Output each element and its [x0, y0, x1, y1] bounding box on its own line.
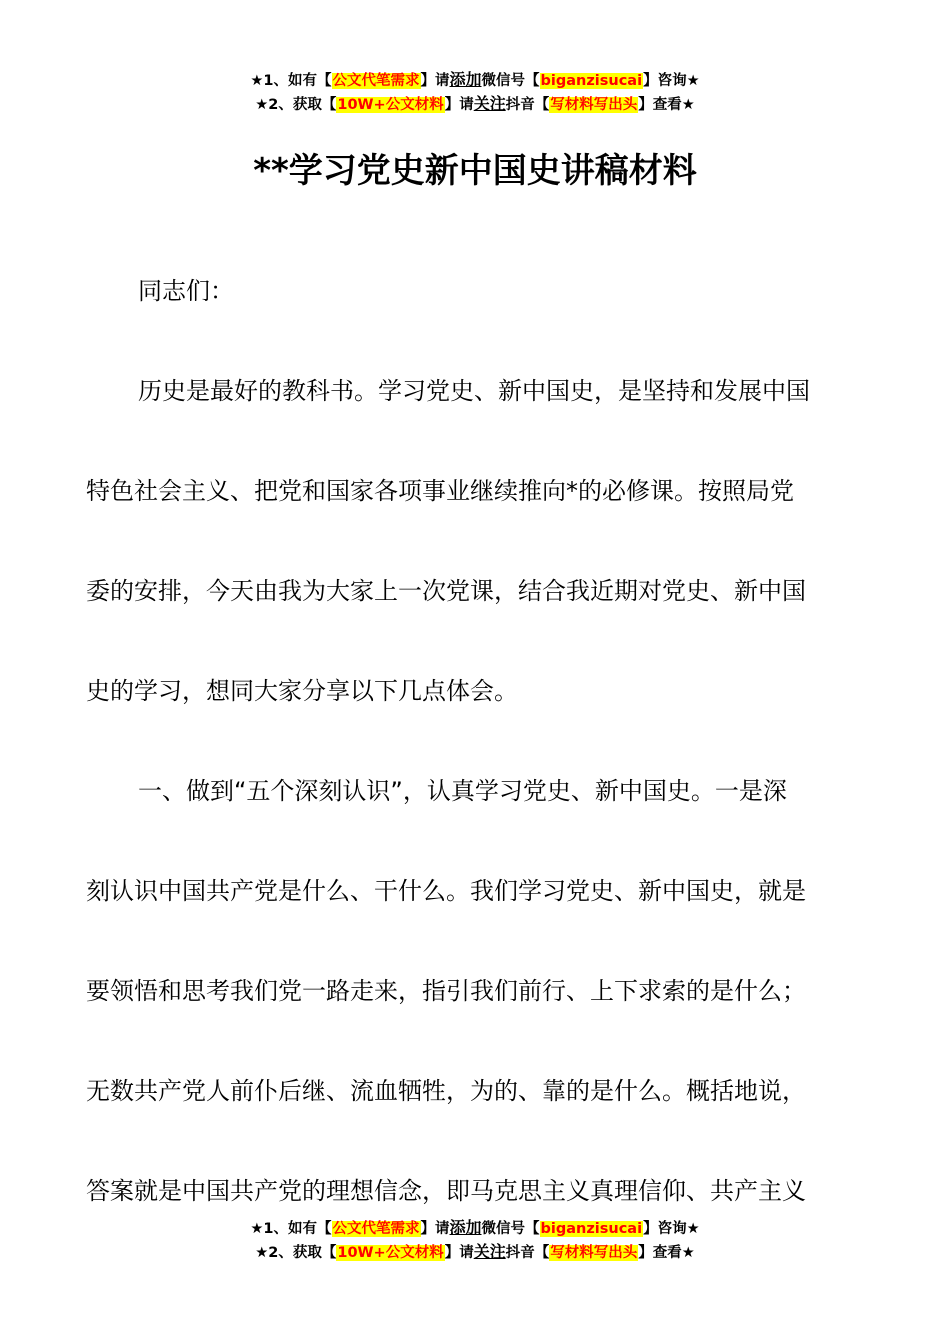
body-line: 史的学习，想同大家分享以下几点体会。 — [86, 677, 518, 705]
body-line: 无数共产党人前仆后继、流血牺牲，为的、靠的是什么。概括地说， — [86, 1077, 806, 1105]
promo-text: 】请 — [444, 97, 474, 113]
promo-highlight: 公文代笔需求 — [332, 73, 420, 89]
promo-text: 】咨询★ — [643, 73, 700, 89]
promo-text: ★2、获取【 — [255, 1245, 337, 1261]
promo-text: 】请 — [420, 1221, 450, 1237]
promo-highlight: 公文代笔需求 — [332, 1221, 420, 1237]
promo-text: 】请 — [444, 1245, 474, 1261]
promo-text: 抖音【 — [505, 97, 550, 113]
promo-underline: 关注 — [473, 1242, 506, 1261]
promo-line-2 — [0, 92, 950, 116]
promo-banner-top — [0, 68, 950, 116]
promo-text: ★2、获取【 — [255, 97, 337, 113]
section-heading-line: 一、做到“五个深刻认识”，认真学习党史、新中国史。一是深 — [138, 777, 787, 805]
promo-highlight: 10W+公文材料 — [337, 1245, 444, 1261]
body-line: 历史是最好的教科书。学习党史、新中国史，是坚持和发展中国 — [138, 377, 810, 405]
promo-line-1 — [0, 1216, 950, 1240]
promo-line-1 — [0, 68, 950, 92]
body-line: 要领悟和思考我们党一路走来，指引我们前行、上下求索的是什么； — [86, 977, 806, 1005]
document-body — [86, 266, 866, 1266]
promo-text: 微信号【 — [481, 73, 540, 89]
promo-text: ★1、如有【 — [250, 73, 332, 89]
promo-underline: 添加 — [449, 70, 482, 89]
body-line: 刻认识中国共产党是什么、干什么。我们学习党史、新中国史，就是 — [86, 877, 806, 905]
body-line: 答案就是中国共产党的理想信念，即马克思主义真理信仰、共产主义 — [86, 1177, 806, 1205]
promo-text: 微信号【 — [481, 1221, 540, 1237]
promo-text: ★1、如有【 — [250, 1221, 332, 1237]
promo-highlight: 写材料写出头 — [550, 97, 638, 113]
promo-wechat-id: biganzisucai — [540, 73, 643, 89]
body-line: 特色社会主义、把党和国家各项事业继续推向*的必修课。按照局党 — [86, 477, 794, 505]
promo-line-2 — [0, 1240, 950, 1264]
promo-text: 】查看★ — [638, 1245, 695, 1261]
promo-underline: 添加 — [449, 1218, 482, 1237]
promo-underline: 关注 — [473, 94, 506, 113]
promo-highlight: 10W+公文材料 — [337, 97, 444, 113]
promo-banner-bottom — [0, 1216, 950, 1264]
promo-text: 】咨询★ — [643, 1221, 700, 1237]
promo-text: 抖音【 — [505, 1245, 550, 1261]
promo-text: 】查看★ — [638, 97, 695, 113]
body-line: 委的安排，今天由我为大家上一次党课，结合我近期对党史、新中国 — [86, 577, 806, 605]
salutation-line: 同志们： — [138, 277, 234, 305]
promo-highlight: 写材料写出头 — [550, 1245, 638, 1261]
document-title: **学习党史新中国史讲稿材料 — [253, 151, 697, 191]
promo-text: 】请 — [420, 73, 450, 89]
promo-wechat-id: biganzisucai — [540, 1221, 643, 1237]
